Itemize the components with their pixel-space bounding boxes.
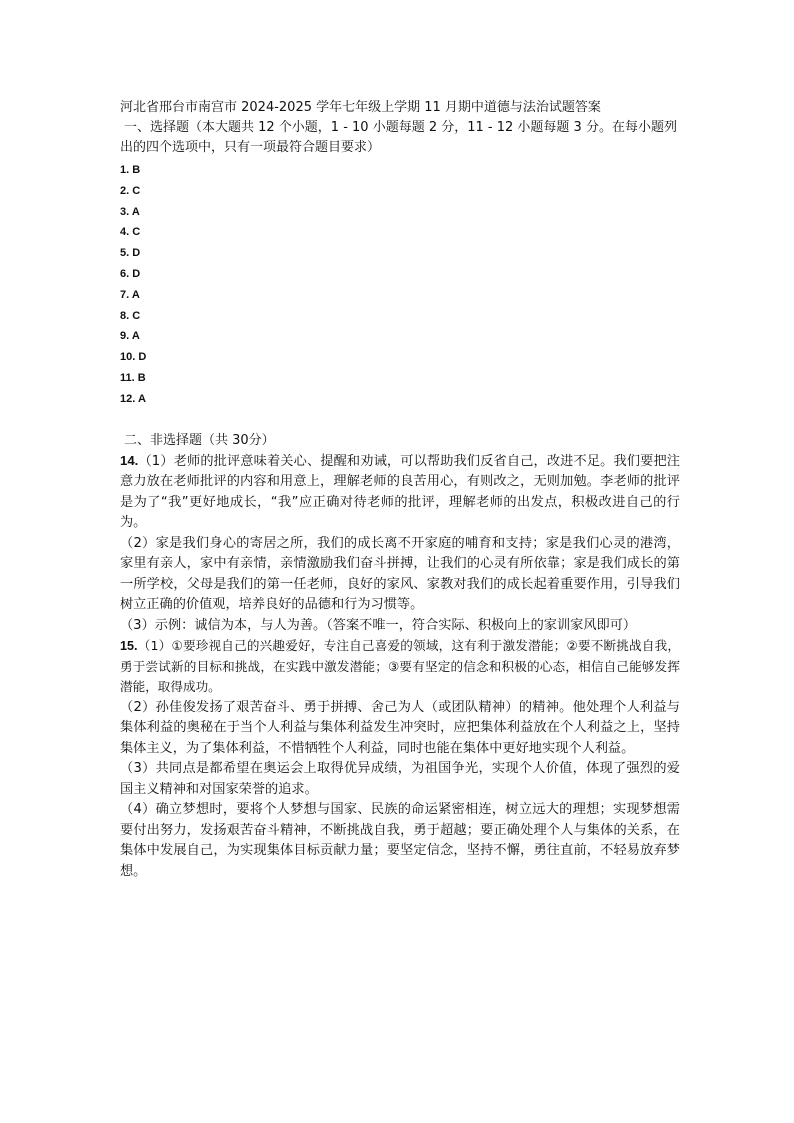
- question-15-part-2: （2）孙佳俊发扬了艰苦奋斗、勇于拼搏、舍己为人（或团队精神）的精神。他处理个人利益与集体利益的奥秘在于当个人利益与集体利益发生冲突时，应把集体利益放在个人利益之上，坚持集体主义，为了集体利益，不惜牺牲个人利益，同时也能在集体中更好地实现个人利益。: [120, 699, 680, 756]
- answer-item: 11. B: [120, 371, 146, 384]
- question-14-part-1: [120, 451, 680, 534]
- question-14-part-3: （3）示例：诚信为本，与人为善。（答案不唯一，符合实际、积极向上的家训家风即可）: [120, 617, 637, 633]
- question-number: 15.: [120, 639, 138, 654]
- question-14-part-2: （2）家是我们身心的寄居之所，我们的成长离不开家庭的哺育和支持；家是我们心灵的港湾，家里有亲人，家中有亲情，亲情激励我们奋斗拼搏，让我们的心灵有所依靠；家是我们成长的第一所学校，父母是我们的第一任老师，良好的家风、家教对我们的成长起着重要作用，引导我们树立正确的价值观，培养良好的品德和行为习惯等。: [120, 535, 680, 613]
- section-2-heading: 二、非选择题（共 30分）: [124, 432, 275, 448]
- answer-item: 6. D: [120, 267, 141, 280]
- question-15-part-3: （3）共同点是都希望在奥运会上取得优异成绩，为祖国争光，实现个人价值，体现了强烈的爱国主义精神和对国家荣誉的追求。: [120, 761, 680, 797]
- answer-item: 2. C: [120, 184, 141, 197]
- answer-item: 4. C: [120, 226, 141, 239]
- answer-item: 1. B: [120, 164, 141, 176]
- answer-item: 7. A: [120, 288, 140, 301]
- answer-item: 3. A: [120, 205, 140, 218]
- document-title: 河北省邢台市南宫市 2024-2025 学年七年级上学期 11 月期中道德与法治试题答案: [120, 100, 601, 115]
- answer-item: 8. C: [120, 309, 141, 322]
- answer-item: 10. D: [120, 351, 147, 364]
- document-page: [120, 98, 680, 882]
- answer-item: 5. D: [120, 247, 141, 260]
- blank-line: [120, 410, 680, 431]
- answer-text: （1）老师的批评意味着关心、提醒和劝诫，可以帮助我们反省自己，改进不足。我们要把注意力放在老师批评的内容和用意上，理解老师的良苦用心，有则改之，无则加勉。李老师的批评是为了“我”更好地成长，“我”应正确对待老师的批评，理解老师的出发点，积极改进自己的行为。: [120, 453, 680, 531]
- question-number: 14.: [120, 452, 139, 468]
- answer-item: 9. A: [120, 330, 140, 343]
- answer-text: （1）①要珍视自己的兴趣爱好，专注自己喜爱的领域，这有利于激发潜能；②要不断挑战自我，勇于尝试新的目标和挑战，在实践中激发潜能；③要有坚定的信念和积极的心态，相信自己能够发挥潜能，取得成功。: [120, 638, 680, 695]
- answer-item: 12. A: [120, 392, 146, 405]
- section-1-heading: 一、选择题（本大题共 12 个小题，1 - 10 小题每题 2 分，11 - 12 小题每题 3 分。在每小题列出的四个选项中，只有一项最符合题目要求）: [120, 120, 677, 155]
- question-15-part-4: （4）确立梦想时，要将个人梦想与国家、民族的命运紧密相连，树立远大的理想；实现梦想需要付出努力，发扬艰苦奋斗精神，不断挑战自我，勇于超越；要正确处理个人与集体的关系，在集体中发展自己，为实现集体目标贡献力量；要坚定信念，坚持不懈，勇往直前，不轻易放弃梦想。: [120, 802, 680, 879]
- question-15-part-1: [120, 636, 680, 698]
- multiple-choice-answer-list: [120, 160, 680, 410]
